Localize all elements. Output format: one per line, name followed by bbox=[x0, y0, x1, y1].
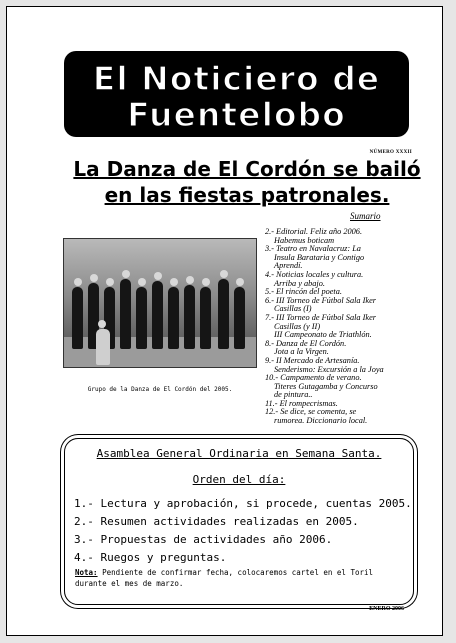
summary-item: Casillas (I) bbox=[274, 304, 312, 314]
summary-item: III Campeonato de Triathlón. bbox=[274, 330, 372, 340]
summary-item: 2.- Editorial. Feliz año 2006. bbox=[265, 227, 363, 236]
photo-dancer bbox=[168, 287, 179, 349]
summary-item: de pintura.. bbox=[274, 390, 313, 400]
agenda-list bbox=[74, 495, 412, 567]
issue-number: NÚMERO XXXII bbox=[369, 150, 412, 155]
headline bbox=[47, 156, 447, 208]
photo-dancer bbox=[152, 281, 163, 349]
agenda-item: 2.- Resumen actividades realizadas en 2005. bbox=[74, 515, 359, 528]
assembly-note bbox=[75, 567, 405, 589]
masthead-title-line2: Fuentelobo bbox=[127, 95, 346, 134]
photo-dancer bbox=[136, 287, 147, 349]
note-label: Nota: bbox=[75, 568, 98, 577]
group-photo bbox=[63, 238, 257, 368]
masthead-title-line1: El Noticiero de bbox=[92, 59, 381, 98]
photo-child bbox=[96, 329, 110, 365]
photo-caption: Grupo de la Danza de El Cordón del 2005. bbox=[87, 386, 233, 393]
issue-date: ENERO 2006 bbox=[369, 606, 404, 612]
headline-line2: en las fiestas patronales. bbox=[104, 183, 390, 207]
photo-dancer bbox=[200, 287, 211, 349]
summary-item: Casillas (y II) bbox=[274, 321, 321, 331]
summary-item: 4.- Noticias locales y cultura. bbox=[265, 269, 364, 279]
assembly-notice-box bbox=[64, 438, 414, 605]
summary-item: 5.- El rincón del poeta. bbox=[265, 287, 342, 297]
photo-dancer bbox=[120, 279, 131, 349]
summary-item: Senderismo: Excursión a la Joya bbox=[274, 364, 384, 374]
summary-list bbox=[265, 228, 415, 426]
summary-item: 8.- Danza de El Cordón. bbox=[265, 338, 347, 348]
photo-dancer bbox=[72, 287, 83, 349]
agenda-item: 1.- Lectura y aprobación, si procede, cuentas 2005. bbox=[74, 497, 412, 510]
summary-item: 10.- Campamento de verano. bbox=[265, 373, 362, 383]
agenda-item: 3.- Propuestas de actividades año 2006. bbox=[74, 533, 333, 546]
newsletter-page bbox=[6, 6, 443, 636]
summary-item: rumorea. Diccionario local. bbox=[274, 416, 368, 426]
summary-item: Titeres Gutagamba y Concurso bbox=[274, 381, 378, 391]
summary-item: 11.- El rompecrismas. bbox=[265, 398, 338, 408]
photo-dancer bbox=[218, 279, 229, 349]
summary-item: Habemus boticam bbox=[274, 235, 335, 245]
agenda-item: 4.- Ruegos y preguntas. bbox=[74, 551, 227, 564]
summary-item: 6.- III Torneo de Fútbol Sala Iker bbox=[265, 295, 376, 305]
summary-item: Arriba y abajo. bbox=[274, 278, 325, 288]
summary-item: 12.- Se dice, se comenta, se bbox=[265, 407, 357, 417]
summary-item: Insula Barataria y Contigo bbox=[274, 252, 365, 262]
summary-title: Sumario bbox=[350, 211, 381, 221]
headline-line1: La Danza de El Cordón se bailó bbox=[73, 157, 421, 181]
summary-item: 7.- III Torneo de Fútbol Sala Iker bbox=[265, 312, 376, 322]
masthead bbox=[64, 51, 409, 137]
summary-item: 3.- Teatro en Navalacruz: La bbox=[265, 244, 361, 254]
photo-dancer bbox=[184, 285, 195, 349]
assembly-title: Asamblea General Ordinaria en Semana Santa. bbox=[96, 447, 382, 460]
note-text: Pendiente de confirmar fecha, colocaremos cartel en el Toril durante el mes de marzo. bbox=[75, 568, 374, 588]
photo-dancer bbox=[234, 287, 245, 349]
summary-item: 9.- II Mercado de Artesanía. bbox=[265, 355, 360, 365]
summary-item: Jota a la Virgen. bbox=[274, 347, 329, 357]
agenda-title: Orden del día: bbox=[192, 473, 286, 486]
summary-item: Aprendí. bbox=[274, 261, 303, 271]
